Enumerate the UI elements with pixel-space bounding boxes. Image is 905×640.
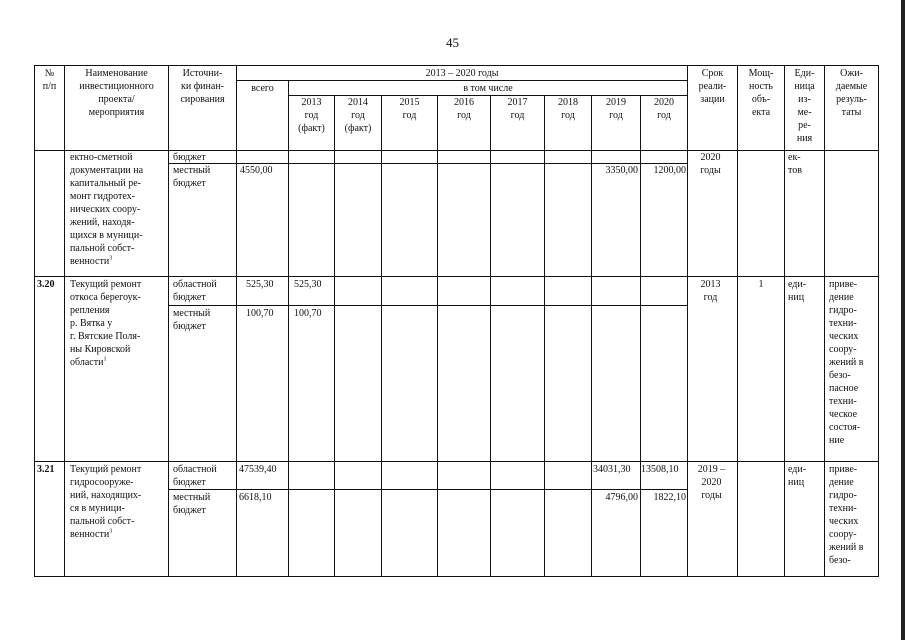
row-3-21-name-text: Текущий ремонт гидросооруже- ний, находящих- ся в муници- пальной собст- венности <box>70 464 142 540</box>
row-3-20-expected-result: приве- дение гидро- техни- ческих соору- жений в безо- пасное техни- ческое состоя- ние <box>829 279 864 446</box>
row-3-20-2013-local: 100,70 <box>294 308 322 319</box>
row-3-20-term: 2013 год <box>700 279 721 303</box>
cont-2020-local: 1200,00 <box>653 165 686 176</box>
row-3-21-source-local: местный бюджет <box>173 492 211 516</box>
row-3-20-capacity: 1 <box>758 279 764 290</box>
header-year-2018: 2018 год <box>558 97 578 121</box>
row-3-21-unit: еди- ниц <box>788 464 807 488</box>
row-3-20-num: 3.20 <box>37 279 55 290</box>
header-period: 2013 – 2020 годы <box>425 68 499 79</box>
row-3-21-footnote-mark: 3 <box>109 528 113 535</box>
page-number: 45 <box>446 35 459 50</box>
header-year-2014: 2014 год (факт) <box>344 97 372 134</box>
cont-source-1: бюджет <box>173 152 206 163</box>
row-3-21-expected-result: приве- дение гидро- техни- ческих соору- жений в безо- <box>829 464 864 566</box>
cont-unit: ек- тов <box>788 152 802 176</box>
row-3-20-total-regional: 525,30 <box>246 279 274 290</box>
row-3-20-project-name <box>70 278 168 369</box>
header-year-2016: 2016 год <box>454 97 474 121</box>
header-source: Источни- ки финан- сирования <box>180 68 225 105</box>
header-capacity: Мощ- ность объ- екта <box>748 68 774 118</box>
investment-table <box>34 65 879 577</box>
header-total: всего <box>251 83 274 94</box>
header-including: в том числе <box>463 83 513 94</box>
header-term: Срок реали- зации <box>698 68 727 105</box>
cont-project-name <box>70 151 168 268</box>
row-3-20-footnote-mark: 1 <box>103 356 107 363</box>
row-3-20-unit: еди- ниц <box>788 279 807 303</box>
header-year-2015: 2015 год <box>399 97 420 121</box>
row-3-21-2019-regional: 34031,30 <box>593 464 631 475</box>
header-expected-results: Ожи- даемые резуль- таты <box>835 68 868 118</box>
header-project-name: Наименование инвестиционного проекта/ мероприятия <box>79 68 154 118</box>
header-unit: Еди- ница из- ме- ре- ния <box>794 68 815 144</box>
header-year-2020: 2020 год <box>654 97 674 121</box>
header-num: № п/п <box>42 68 57 92</box>
cont-term: 2020 годы <box>700 152 721 176</box>
cont-footnote-mark: 3 <box>109 255 113 262</box>
row-3-20-total-local: 100,70 <box>246 308 274 319</box>
row-3-20-source-regional: областной бюджет <box>173 279 217 303</box>
row-3-21-source-regional: областной бюджет <box>173 464 217 488</box>
row-3-20-name-text: Текущий ремонт откоса берегоук- репления р. Вятка у г. Вятские Поля- ны Кировской области <box>70 279 142 368</box>
cont-2019-local: 3350,00 <box>605 165 638 176</box>
row-3-21-total-local: 6618,10 <box>239 492 272 503</box>
row-3-20-2013-regional: 525,30 <box>294 279 322 290</box>
cont-total-local: 4550,00 <box>240 165 273 176</box>
cont-source-2: местный бюджет <box>173 165 211 189</box>
row-3-21-term: 2019 – 2020 годы <box>697 464 726 501</box>
header-year-2019: 2019 год <box>606 97 626 121</box>
header-year-2013: 2013 год (факт) <box>298 97 325 134</box>
cont-project-name-text: ектно-сметной документации на капитальный ре- монт гидротех- нических соору- жений, находя- щихся в муници- пальной собст- венности <box>70 152 144 267</box>
row-3-20-source-local: местный бюджет <box>173 308 211 332</box>
row-3-21-2020-regional: 13508,10 <box>641 464 679 475</box>
row-3-21-num: 3.21 <box>37 464 55 475</box>
row-3-21-2020-local: 1822,10 <box>653 492 686 503</box>
row-3-21-2019-local: 4796,00 <box>605 492 638 503</box>
row-3-21-total-regional: 47539,40 <box>239 464 277 475</box>
header-year-2017: 2017 год <box>507 97 528 121</box>
scan-edge-bar <box>901 0 905 640</box>
row-3-21-project-name <box>70 463 168 541</box>
